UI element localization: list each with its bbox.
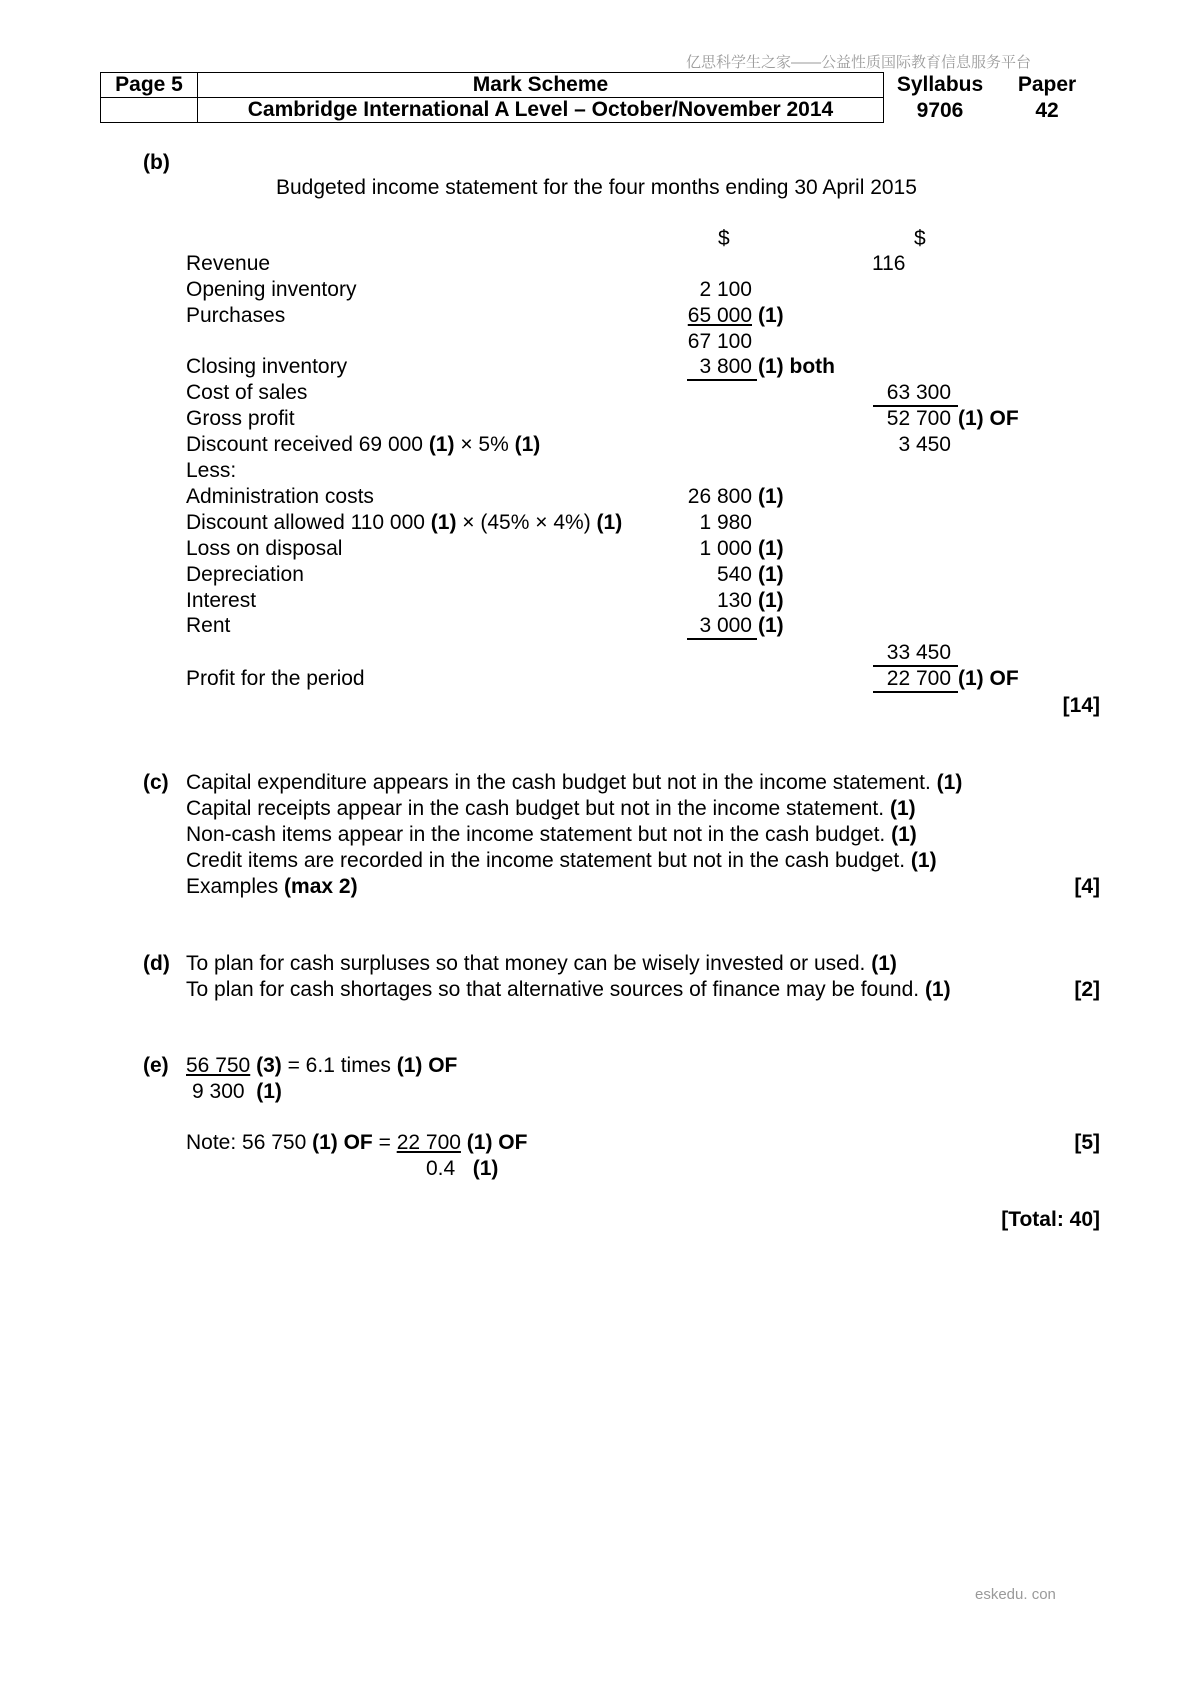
row-subtotal-v1: 67 100	[687, 330, 752, 353]
column-2-header: $	[914, 227, 926, 250]
row-admin-costs-mark: (1)	[758, 485, 784, 508]
row-profit-v2: 22 700	[886, 667, 951, 690]
part-b-label: (b)	[143, 151, 170, 174]
row-interest-mark: (1)	[758, 589, 784, 612]
row-cost-of-sales-v2: 63 300	[886, 381, 951, 404]
closing-inventory-underline	[687, 379, 757, 381]
part-c-line: Credit items are recorded in the income statement but not in the cash budget. (1)	[186, 849, 937, 872]
page-title: Mark Scheme	[198, 73, 884, 98]
row-purchases-mark: (1)	[758, 304, 784, 327]
watermark-bottom: eskedu. con	[975, 1586, 1056, 1603]
row-admin-costs-v1: 26 800	[687, 485, 752, 508]
part-d-label: (d)	[143, 952, 170, 975]
row-rent-mark: (1)	[758, 614, 784, 637]
row-rent-v1: 3 000	[699, 614, 752, 637]
profit-underline	[873, 691, 958, 693]
part-e-denominator-line: 9 300 (1)	[192, 1080, 282, 1103]
column-1-header: $	[718, 227, 730, 250]
row-depreciation-v1: 540	[716, 563, 752, 586]
row-interest-label: Interest	[186, 589, 257, 612]
part-d-line: To plan for cash surpluses so that money can be wisely invested or used. (1)	[186, 952, 897, 975]
row-gross-profit-v2: 52 700	[886, 407, 951, 430]
part-e-marks: [5]	[1074, 1131, 1100, 1154]
row-gross-profit-mark: (1) OF	[958, 407, 1019, 430]
row-loss-on-disposal-label: Loss on disposal	[186, 537, 343, 560]
row-expenses-total-v2: 33 450	[886, 641, 951, 664]
total-marks: [Total: 40]	[1001, 1208, 1100, 1231]
row-revenue-v2: 116	[872, 252, 906, 275]
row-less-label: Less:	[186, 459, 237, 482]
row-discount-received-v2: 3 450	[898, 433, 951, 456]
part-c-line: Non-cash items appear in the income statement but not in the cash budget. (1)	[186, 823, 917, 846]
part-e-note-denominator: 0.4 (1)	[426, 1157, 499, 1180]
statement-heading: Budgeted income statement for the four months ending 30 April 2015	[276, 176, 917, 199]
row-opening-inventory-label: Opening inventory	[186, 278, 357, 301]
header-table	[100, 72, 884, 123]
row-closing-inventory-label: Closing inventory	[186, 355, 348, 378]
row-gross-profit-label: Gross profit	[186, 407, 295, 430]
row-discount-allowed-label: Discount allowed 110 000 (1) × (45% × 4%) (1)	[186, 511, 623, 534]
watermark-top: 亿思科学生之家——公益性质国际教育信息服务平台	[686, 54, 1032, 71]
page-subtitle: Cambridge International A Level – October/November 2014	[198, 98, 884, 123]
row-loss-on-disposal-v1: 1 000	[699, 537, 752, 560]
paper-label: Paper	[1017, 73, 1077, 96]
row-interest-v1: 130	[716, 589, 752, 612]
part-e-note-line: Note: 56 750 (1) OF = 22 700 (1) OF	[186, 1131, 528, 1154]
rent-underline	[687, 638, 757, 640]
part-d-line: To plan for cash shortages so that alternative sources of finance may be found. (1)	[186, 978, 951, 1001]
row-rent-label: Rent	[186, 614, 231, 637]
syllabus-code: 9706	[916, 99, 964, 122]
row-depreciation-mark: (1)	[758, 563, 784, 586]
header-blank-cell	[101, 98, 198, 123]
part-c-marks: [4]	[1074, 875, 1100, 898]
page-number: Page 5	[101, 73, 198, 98]
row-admin-costs-label: Administration costs	[186, 485, 374, 508]
part-e-label: (e)	[143, 1054, 169, 1077]
row-purchases-v1: 65 000	[687, 304, 752, 327]
part-c-line: Capital expenditure appears in the cash budget but not in the income statement. (1)	[186, 771, 963, 794]
part-b-marks: [14]	[1062, 694, 1100, 717]
row-opening-inventory-v1: 2 100	[699, 278, 752, 301]
part-d-marks: [2]	[1074, 978, 1100, 1001]
part-e-numerator-line: 56 750 (3) = 6.1 times (1) OF	[186, 1054, 458, 1077]
row-closing-inventory-v1: 3 800	[699, 355, 752, 378]
part-c-label: (c)	[143, 771, 169, 794]
paper-number: 42	[1035, 99, 1059, 122]
row-loss-on-disposal-mark: (1)	[758, 537, 784, 560]
part-c-line: Capital receipts appear in the cash budget but not in the income statement. (1)	[186, 797, 916, 820]
syllabus-label: Syllabus	[896, 73, 984, 96]
row-cost-of-sales-label: Cost of sales	[186, 381, 308, 404]
row-discount-allowed-v1: 1 980	[699, 511, 752, 534]
row-depreciation-label: Depreciation	[186, 563, 304, 586]
row-discount-received-label: Discount received 69 000 (1) × 5% (1)	[186, 433, 541, 456]
row-purchases-label: Purchases	[186, 304, 286, 327]
row-closing-inventory-mark: (1) both	[758, 355, 835, 378]
row-profit-mark: (1) OF	[958, 667, 1019, 690]
row-revenue-label: Revenue	[186, 252, 271, 275]
row-profit-label: Profit for the period	[186, 667, 365, 690]
part-c-line: Examples (max 2)	[186, 875, 358, 898]
